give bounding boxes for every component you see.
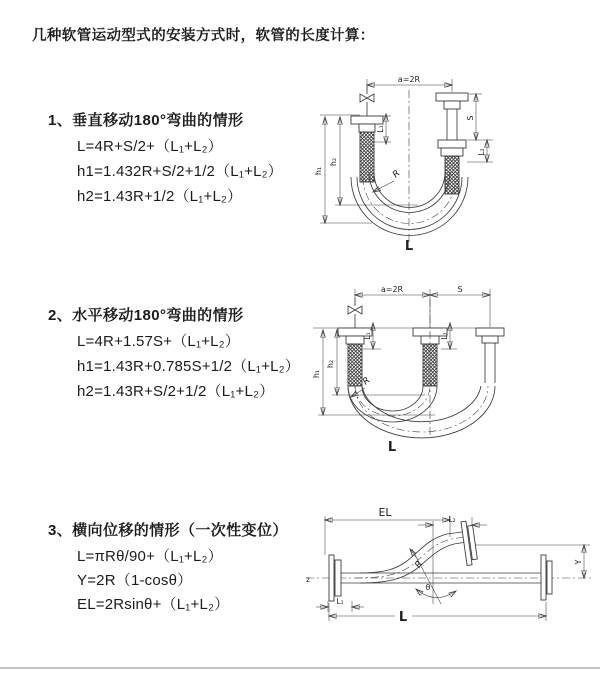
diagram-horizontal-180-bend bbox=[305, 283, 600, 468]
left-hose-braid bbox=[360, 132, 374, 182]
dim-label-s: S bbox=[457, 285, 463, 294]
section-3-formula-L: L=πRθ/90+（L₁+L₂） bbox=[77, 548, 223, 565]
diagram-lateral-displacement bbox=[300, 503, 600, 648]
length-label: L bbox=[398, 610, 408, 625]
dim-s bbox=[466, 94, 493, 140]
dim-label-a2r: a=2R bbox=[397, 75, 421, 84]
section-1-formula-h2: h2=1.43R+1/2（L₁+L₂） bbox=[77, 188, 243, 205]
section-1-formula-L: L=4R+S/2+（L₁+L₂） bbox=[77, 138, 223, 155]
right-flange bbox=[541, 555, 552, 600]
valve-icon bbox=[360, 86, 374, 116]
length-label: L bbox=[404, 239, 414, 254]
right-flange-shifted bbox=[476, 328, 504, 383]
dim-label-a2r: a=2R bbox=[380, 285, 404, 294]
section-1-formula-h1: h1=1.432R+S/2+1/2（L₁+L₂） bbox=[77, 163, 283, 180]
dim-a2r bbox=[355, 285, 430, 295]
angle-label: θ bbox=[425, 583, 431, 592]
dim-label-h1: h₁ bbox=[314, 166, 323, 176]
section-1-heading: 1、垂直移动180°弯曲的情形 bbox=[48, 112, 244, 129]
radius-callout bbox=[373, 169, 402, 192]
radius-label: R bbox=[391, 168, 403, 181]
radius-label: R bbox=[361, 375, 373, 388]
section-3-formula-EL: EL=2Rsinθ+（L₁+L₂） bbox=[77, 596, 230, 613]
dim-label-y: Y bbox=[574, 559, 583, 565]
dim-l bbox=[329, 602, 546, 625]
section-3-formula-Y: Y=2R（1-cosθ） bbox=[77, 572, 193, 589]
diagram-vertical-180-bend bbox=[310, 72, 600, 262]
right-flange bbox=[436, 93, 468, 156]
dim-label-el: EL bbox=[378, 506, 392, 519]
valve-icon bbox=[348, 298, 362, 328]
dim-l2 bbox=[440, 323, 457, 349]
dim-label-l2: L₂ bbox=[448, 515, 456, 524]
axis-mark: z bbox=[306, 575, 310, 584]
dim-s bbox=[430, 285, 490, 295]
page-title: 几种软管运动型式的安装方式时，软管的长度计算： bbox=[32, 28, 375, 44]
dim-a2r bbox=[367, 75, 452, 92]
dim-h1 bbox=[312, 330, 435, 415]
dim-label-l2: L₂ bbox=[477, 148, 486, 156]
radius-label: R bbox=[413, 559, 426, 571]
dim-label-h2: h₂ bbox=[326, 359, 335, 369]
length-label: L bbox=[387, 440, 397, 455]
dim-label-l1: L₁ bbox=[363, 332, 372, 340]
dim-h2 bbox=[326, 330, 425, 395]
dim-label-h2: h₂ bbox=[329, 157, 338, 167]
angle-theta bbox=[416, 583, 456, 598]
dim-label-h1: h₁ bbox=[312, 369, 321, 379]
hose-s-curve bbox=[355, 532, 467, 583]
dim-label-l2: L₂ bbox=[440, 332, 449, 340]
dim-l2 bbox=[467, 140, 493, 162]
hose-loop bbox=[348, 386, 495, 438]
dim-label-l1: L₁ bbox=[336, 597, 344, 606]
radius-callout bbox=[410, 549, 441, 604]
section-2-formula-h1: h1=1.43R+0.785S+1/2（L₁+L₂） bbox=[77, 358, 300, 375]
dim-l1 bbox=[316, 597, 364, 612]
dim-el bbox=[325, 506, 450, 555]
section-2-formula-h2: h2=1.43R+S/2+1/2（L₁+L₂） bbox=[77, 383, 275, 400]
left-flange bbox=[329, 555, 341, 601]
dim-label-s: S bbox=[466, 115, 475, 121]
section-2-formula-L: L=4R+1.57S+（L₁+L₂） bbox=[77, 333, 240, 350]
displaced-flange bbox=[461, 520, 478, 565]
scan-edge bbox=[0, 667, 600, 669]
section-3-heading: 3、横向位移的情形（一次性变位） bbox=[48, 522, 288, 539]
section-2-heading: 2、水平移动180°弯曲的情形 bbox=[48, 307, 244, 324]
dim-label-l1: L₁ bbox=[376, 125, 385, 133]
